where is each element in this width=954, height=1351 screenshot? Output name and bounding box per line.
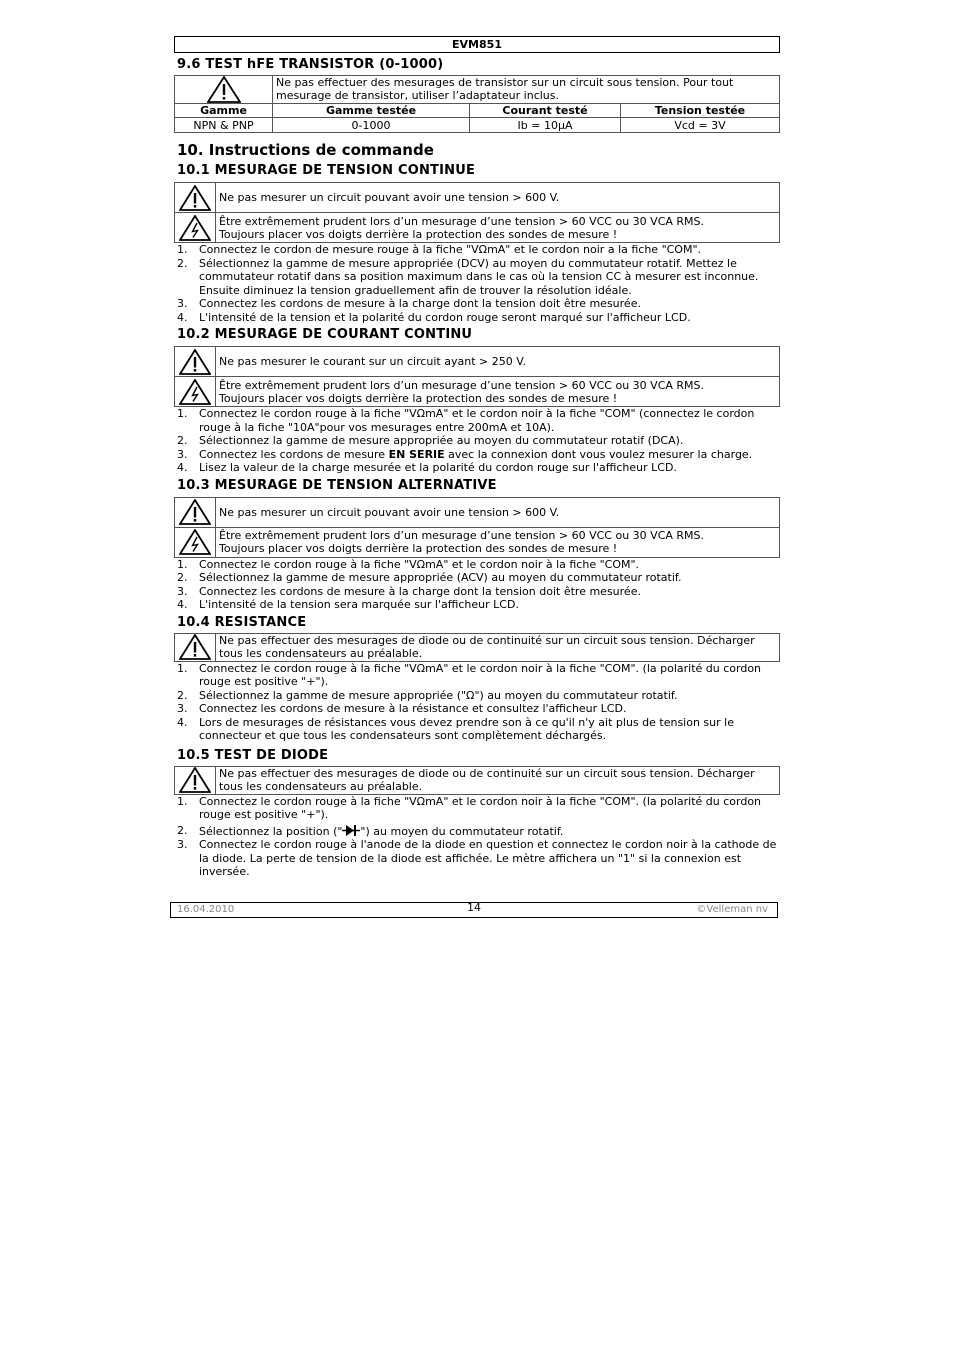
page [174, 36, 780, 879]
warning-cell [175, 633, 216, 661]
warning-text: Ne pas mesurer un circuit pouvant avoir une tension > 600 V. [216, 497, 780, 527]
list-item: 2. Sélectionnez la position (" ") au moyen du commutateur rotatif. [177, 823, 564, 838]
warning-cell [175, 766, 216, 794]
table-cell: 0-1000 [273, 118, 470, 133]
warning-line: Être extrêmement prudent lors d’un mesurage d’une tension > 60 VCC ou 30 VCA RMS. [219, 214, 705, 228]
warning-table [174, 633, 780, 662]
warning-text: Ne pas mesurer un circuit pouvant avoir une tension > 600 V. [216, 183, 780, 213]
steps-list [174, 795, 780, 879]
list-item: 1. Connectez le cordon rouge à la fiche "VΩmA" et le cordon noir à la fiche "COM" (connectez le cordon rouge à la fiche "10A"pour vos mesurages entre 200mA et 10A). [177, 407, 755, 434]
footer-brand: ©Velleman nv [696, 904, 768, 915]
shock-cell [175, 527, 216, 557]
warning-cell [175, 347, 216, 377]
table-cell: Ib = 10μA [470, 118, 621, 133]
warning-text [216, 377, 780, 407]
warning-icon [179, 185, 211, 211]
steps-list [174, 558, 780, 612]
section-title-105: 10.5 TEST DE DIODE [177, 747, 329, 763]
col-header: Gamme testée [273, 104, 470, 118]
warning-line: Toujours placer vos doigts derrière la protection des sondes de mesure ! [219, 542, 618, 555]
list-item: 2. Sélectionnez la gamme de mesure appropriée (ACV) au moyen du commutateur rotatif. [177, 571, 682, 584]
warning-text: Ne pas effectuer des mesurages de diode ou de continuité sur un circuit sous tension. Décharger tous les condensateurs au préalable. [216, 633, 780, 661]
shock-cell [175, 377, 216, 407]
warning-text: Ne pas mesurer le courant sur un circuit ayant > 250 V. [216, 347, 780, 377]
col-header: Tension testée [621, 104, 780, 118]
model-name: EVM851 [452, 38, 502, 51]
steps-list [174, 662, 780, 743]
electric-shock-icon [179, 379, 211, 405]
list-item: 4. L'intensité de la tension sera marquée sur l'afficheur LCD. [177, 598, 519, 611]
transistor-table [174, 75, 780, 133]
steps-list [174, 407, 780, 475]
warning-table [174, 766, 780, 795]
warning-cell [175, 76, 273, 104]
warning-line: Toujours placer vos doigts derrière la protection des sondes de mesure ! [219, 227, 618, 241]
warning-table [174, 497, 780, 558]
warning-table [174, 346, 780, 407]
list-item: 4. Lisez la valeur de la charge mesurée et la polarité du cordon rouge sur l'afficheur LCD. [177, 461, 677, 474]
table-cell: Vcd = 3V [621, 118, 780, 133]
chapter-title: 10. Instructions de commande [177, 141, 434, 159]
warning-line: Être extrêmement prudent lors d’un mesurage d’une tension > 60 VCC ou 30 VCA RMS. [219, 529, 705, 542]
list-item: 3. Connectez le cordon rouge à l'anode de la diode en question et connectez le cordon noir à la cathode de la diode. La perte de tension de la diode est affichée. Le mètre affichera un "1" si la connexion est inversée. [177, 838, 777, 878]
steps-list [174, 243, 780, 324]
col-header: Courant testé [470, 104, 621, 118]
footer-date: 16.04.2010 [177, 904, 235, 915]
section-title-104: 10.4 RESISTANCE [177, 614, 307, 630]
page-footer [170, 902, 778, 918]
list-item: 1. Connectez le cordon rouge à la fiche "VΩmA" et le cordon noir à la fiche "COM". (la polarité du cordon rouge est positive "+"). [177, 794, 762, 821]
section-title-102: 10.2 MESURAGE DE COURANT CONTINU [177, 327, 473, 342]
warning-icon [179, 634, 211, 660]
list-item: 3. Connectez les cordons de mesure EN SERIE avec la connexion dont vous voulez mesurer la charge. [177, 447, 753, 461]
list-item: 2. Sélectionnez la gamme de mesure appropriée au moyen du commutateur rotatif (DCA). [177, 434, 684, 447]
diode-icon [342, 824, 360, 837]
shock-cell [175, 213, 216, 243]
warning-icon [179, 349, 211, 375]
page-number: 14 [467, 901, 481, 914]
section-title-101: 10.1 MESURAGE DE TENSION CONTINUE [177, 163, 476, 178]
warning-text: Ne pas effectuer des mesurages de diode ou de continuité sur un circuit sous tension. Décharger tous les condensateurs au préalable. [216, 766, 780, 794]
list-item: 1. Connectez le cordon rouge à la fiche "VΩmA" et le cordon noir à la fiche "COM". (la polarité du cordon rouge est positive "+"). [177, 661, 762, 688]
list-item: 4. Lors de mesurages de résistances vous devez prendre son à ce qu'il n'y ait plus de tension sur le connecteur et que tous les condensateurs sont complètement déchargés. [177, 715, 734, 742]
section-title-103: 10.3 MESURAGE DE TENSION ALTERNATIVE [177, 477, 497, 493]
col-header: Gamme [175, 104, 273, 118]
list-item: 3. Connectez les cordons de mesure à la charge dont la tension doit être mesurée. [177, 584, 641, 598]
list-item: 1. Connectez le cordon rouge à la fiche "VΩmA" et le cordon noir à la fiche "COM". [177, 557, 640, 571]
warning-text [216, 527, 780, 557]
warning-line: Toujours placer vos doigts derrière la protection des sondes de mesure ! [219, 391, 618, 405]
list-item: 1. Connectez le cordon de mesure rouge à la fiche "VΩmA" et le cordon noir a la fiche "COM". [177, 243, 702, 256]
warning-icon [207, 76, 241, 103]
warning-cell [175, 497, 216, 527]
warning-line: Être extrêmement prudent lors d’un mesurage d’une tension > 60 VCC ou 30 VCA RMS. [219, 378, 705, 392]
list-item: 3. Connectez les cordons de mesure à la résistance et consultez l'afficheur LCD. [177, 702, 627, 715]
warning-icon [179, 499, 211, 525]
list-item: 2. Sélectionnez la gamme de mesure appropriée (DCV) au moyen du commutateur rotatif. Mettez le commutateur rotatif dans sa position maximum dans le cas où la tension CC à mesurer est inconnue. Ensuite diminuez la tension graduellement afin de trouver la résolution idéale. [177, 256, 759, 297]
list-item: 2. Sélectionnez la gamme de mesure appropriée ("Ω") au moyen du commutateur rotatif. [177, 688, 678, 702]
page-header [174, 36, 780, 53]
emphasis: EN SERIE [388, 447, 445, 461]
table-cell: NPN & PNP [175, 118, 273, 133]
electric-shock-icon [179, 215, 211, 241]
warning-cell [175, 183, 216, 213]
electric-shock-icon [179, 529, 211, 555]
warning-table [174, 182, 780, 243]
section-title-96: 9.6 TEST hFE TRANSISTOR (0-1000) [177, 57, 444, 72]
warning-text: Ne pas effectuer des mesurages de transistor sur un circuit sous tension. Pour tout mesurage de transistor, utiliser l’adaptateur inclus. [273, 76, 780, 104]
warning-text [216, 213, 780, 243]
warning-icon [179, 767, 211, 793]
list-item: 4. L'intensité de la tension et la polarité du cordon rouge seront marqué sur l'afficheur LCD. [177, 310, 691, 324]
list-item: 3. Connectez les cordons de mesure à la charge dont la tension doit être mesurée. [177, 297, 641, 310]
